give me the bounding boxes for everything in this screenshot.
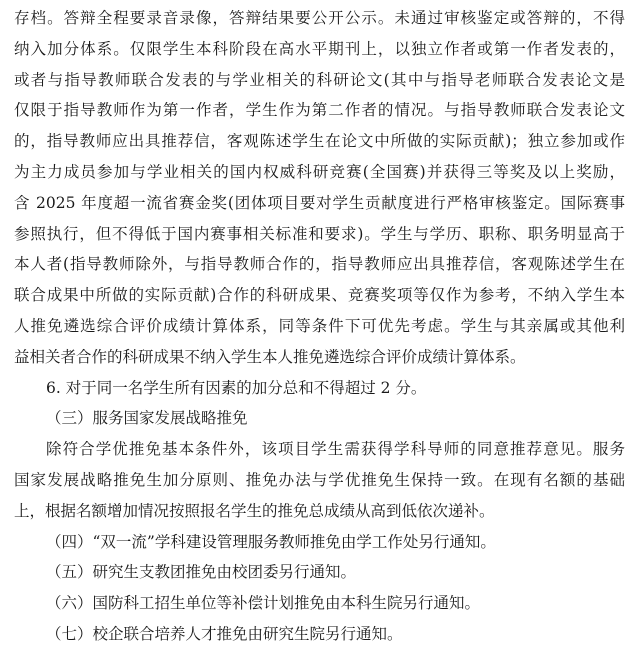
paragraph-1-line: 为主力成员参加与学业相关的国内权威科研竞赛(全国赛)并获得三等奖及以上奖励，: [14, 162, 625, 181]
paragraph-1-line: 参照执行，但不得低于国内赛事相关标准和要求)。学生与学历、职称、职务明显高于: [14, 224, 625, 243]
section-3-heading: （三）服务国家发展战略推免: [46, 409, 248, 428]
paragraph-1-line: 纳入加分体系。仅限学生本科阶段在高水平期刊上，以独立作者或第一作者发表的，: [14, 39, 625, 58]
section-5: （五）研究生支教团推免由校团委另行通知。: [46, 563, 357, 582]
paragraph-1-line: 的，指导教师应出具推荐信，客观陈述学生在论文中所做的实际贡献)；独立参加或作: [14, 132, 625, 151]
paragraph-2-last-line: 上，根据名额增加情况按照报名学生的推免总成绩从高到低依次递补。: [14, 501, 495, 520]
paragraph-1-line: 仅限于指导教师作为第一作者，学生作为第二作者的情况。与指导教师联合发表论文: [14, 101, 625, 120]
item-6: 6. 对于同一名学生所有因素的加分总和不得超过 2 分。: [46, 378, 427, 397]
section-4: （四）“双一流”学科建设管理服务教师推免由学工作处另行通知。: [46, 532, 496, 551]
paragraph-2-line: 国家发展战略推免生加分原则、推免办法与学优推免生保持一致。在现有名额的基础: [14, 470, 625, 489]
paragraph-1-line: 本人者(指导教师除外，与指导教师合作的，指导教师应出具推荐信，客观陈述学生在: [14, 255, 625, 274]
section-6: （六）国防科工招生单位等补偿计划推免由本科生院另行通知。: [46, 594, 481, 613]
paragraph-1-line: 存档。答辩全程要录音录像，答辩结果要公开公示。未通过审核鉴定或答辩的，不得: [14, 9, 625, 27]
section-7: （七）校企联合培养人才推免由研究生院另行通知。: [46, 624, 403, 643]
paragraph-2-first-line: 除符合学优推免基本条件外，该项目学生需获得学科导师的同意推荐意见。服务: [46, 440, 625, 459]
paragraph-1-line: 联合成果中所做的实际贡献)合作的科研成果、竞赛奖项等仅作为参考，不纳入学生本: [14, 286, 625, 305]
paragraph-1-last-line: 益相关者合作的科研成果不纳入学生本人推免遴选综合评价成绩计算体系。: [14, 347, 526, 366]
paragraph-1-line: 或者与指导教师联合发表的与学业相关的科研论文(其中与指导老师联合发表论文是: [14, 70, 625, 89]
paragraph-1-line: 含 2025 年度超一流省赛金奖(团体项目要对学生贡献度进行严格审核鉴定。国际赛事: [14, 193, 625, 212]
paragraph-1-line: 人推免遴选综合评价成绩计算体系，同等条件下可优先考虑。学生与其亲属或其他利: [14, 316, 625, 335]
